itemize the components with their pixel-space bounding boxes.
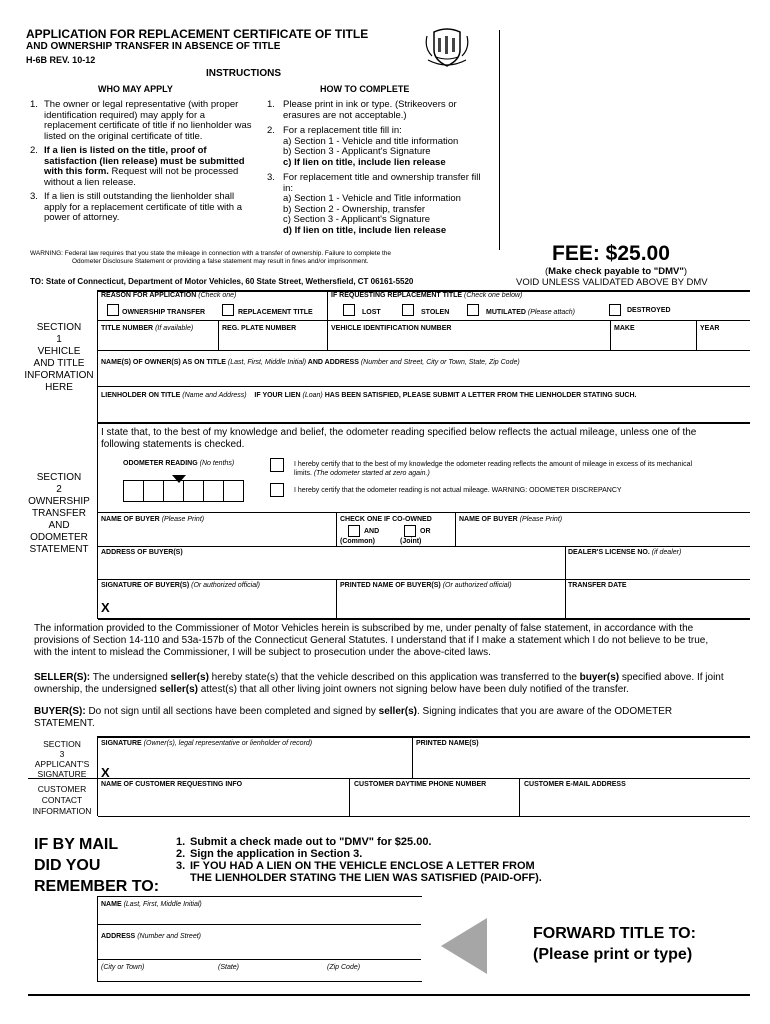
owner-names-label: NAME(S) OF OWNER(S) AS ON TITLE (Last, First, Middle Initial) AND ADDRESS (Number and Street, City or Town, State, Zip Code) <box>101 359 520 366</box>
how-list <box>267 100 489 236</box>
or-joint-checkbox[interactable] <box>404 525 416 537</box>
stolen-label: STOLEN <box>421 309 450 316</box>
customer-name-label: NAME OF CUSTOMER REQUESTING INFO <box>101 781 243 788</box>
forward-zip-label: (Zip Code) <box>327 964 361 971</box>
forward-name-label: NAME (Last, First, Middle Initial) <box>101 901 202 908</box>
arrow-left-icon <box>441 918 487 979</box>
who-list <box>30 100 258 224</box>
printed-names-label: PRINTED NAME(S) <box>416 740 479 747</box>
not-actual-mileage-checkbox[interactable] <box>270 483 284 497</box>
mail-to-address: TO: State of Connecticut, Department of Motor Vehicles, 60 State Street, Wethersfield, CT 06161-5520 <box>30 277 414 286</box>
lienholder-label: LIENHOLDER ON TITLE (Name and Address) IF YOUR LIEN (Loan) HAS BEEN SATISFIED, PLEASE SUBMIT A LETTER FROM THE LIENHOLDER STATING SUCH. <box>101 392 637 399</box>
section1-label: SECTION 1 VEHICLE AND TITLE INFORMATION HERE <box>24 322 94 393</box>
who-item: 2. If a lien is listed on the title, proof of satisfaction (lien release) must be submitted with this form. Request will not be processed without a lien release. <box>30 145 245 188</box>
ownership-transfer-label: OWNERSHIP TRANSFER <box>122 309 206 316</box>
co-owned-label: CHECK ONE IF CO-OWNED <box>340 516 432 523</box>
how-item: 1. Please print in ink or type. (Strikeovers or erasures are not acceptable.) <box>267 99 457 121</box>
lost-checkbox[interactable] <box>343 304 355 316</box>
mechanical-limits-checkbox[interactable] <box>270 458 284 472</box>
buyer-name2-label: NAME OF BUYER (Please Print) <box>459 516 563 523</box>
sellers-statement: SELLER(S): The undersigned seller(s) hereby state(s) that the vehicle described on this application was transferred to the buyer(s) specified above. If joint ownership, the undersigned seller(s) attest(s) that all other living joint owners not signing below have been duly notified of the transfer. <box>34 672 724 695</box>
customer-email-label: CUSTOMER E-MAIL ADDRESS <box>524 781 626 788</box>
how-item: 2. For a replacement title fill in: a) Section 1 - Vehicle and title information b) Section 3 - Applicant's Signature c) If lien on title, include lien release <box>267 125 459 168</box>
or-label: OR <box>420 528 431 535</box>
year-label: YEAR <box>700 325 720 332</box>
buyer-address-label: ADDRESS OF BUYER(S) <box>101 549 183 556</box>
joint-label: (Joint) <box>400 538 422 545</box>
section1-divider <box>327 290 328 320</box>
title-number-label: TITLE NUMBER (If available) <box>101 325 194 332</box>
buyer-signature-x: X <box>101 600 110 615</box>
ownership-transfer-checkbox[interactable] <box>107 304 119 316</box>
who-may-apply-heading: WHO MAY APPLY <box>98 84 173 94</box>
fee-payable: (Make check payable to "DMV") <box>545 266 688 277</box>
stolen-checkbox[interactable] <box>402 304 414 316</box>
forward-address-label: ADDRESS (Number and Street) <box>101 933 201 940</box>
make-label: MAKE <box>614 325 635 332</box>
section2-label: SECTION 2 OWNERSHIP TRANSFER AND ODOMETER STATEMENT <box>28 472 90 555</box>
odometer-reading-input[interactable] <box>123 480 244 502</box>
forward-city-label: (City or Town) <box>101 964 145 971</box>
buyer-name-label: NAME OF BUYER (Please Print) <box>101 516 205 523</box>
reason-for-application-label: REASON FOR APPLICATION (Check one) <box>101 292 237 299</box>
replacement-title-label: REPLACEMENT TITLE <box>238 309 313 316</box>
mail-checklist <box>176 836 542 884</box>
destroyed-checkbox[interactable] <box>609 304 621 316</box>
not-actual-mileage-text: I hereby certify that the odometer reading is not actual mileage. WARNING: ODOMETER DISCREPANCY <box>294 487 622 494</box>
mechanical-limits-text: I hereby certify that to the best of my knowledge the odometer reading reflects the amount of mileage in excess of its mechanical limits. (The odometer started at zero again.) <box>294 461 693 477</box>
forward-title-heading: FORWARD TITLE TO: <box>533 925 696 942</box>
transfer-date-label: TRANSFER DATE <box>568 582 627 589</box>
vin-label: VEHICLE IDENTIFICATION NUMBER <box>331 325 452 332</box>
form-subtitle: AND OWNERSHIP TRANSFER IN ABSENCE OF TITLE <box>26 41 281 52</box>
mutilated-checkbox[interactable] <box>467 304 479 316</box>
buyer-signature-label: SIGNATURE OF BUYER(S) (Or authorized official) <box>101 582 260 589</box>
applicant-signature-label: SIGNATURE (Owner(s), legal representative or lienholder of record) <box>101 740 313 747</box>
fee-void-note: VOID UNLESS VALIDATED ABOVE BY DMV <box>516 277 708 288</box>
mail-checklist-item: THE LIENHOLDER STATING THE LIEN WAS SATISFIED (PAID-OFF). <box>190 872 542 884</box>
penalty-statement: The information provided to the Commissioner of Motor Vehicles herein is subscribed by me, under penalty of false statement, in accordance with the provisions of Section 14-110 and 53a-157b of the Connecticut General Statutes. I understand that if I make a statement which I do not believe to be true, with the intent to mislead the Commissioner, I will be subject to prosecution under the above-cited laws. <box>34 623 709 658</box>
and-common-checkbox[interactable] <box>348 525 360 537</box>
form-bottom-border <box>28 994 750 996</box>
warning-text: WARNING: Federal law requires that you state the mileage in connection with a transfer of ownership. Failure to complete the Odometer Disclosure Statement or providing a false statement may result in fines and/or imprisonment. <box>30 250 392 265</box>
printed-name-label: PRINTED NAME OF BUYER(S) (Or authorized official) <box>340 582 512 589</box>
forward-title-subheading: (Please print or type) <box>533 946 693 963</box>
dealer-license-label: DEALER'S LICENSE NO. (if dealer) <box>568 549 682 556</box>
fee-amount: FEE: $25.00 <box>552 242 670 265</box>
header-divider <box>499 30 500 250</box>
section2-left-border <box>97 424 98 619</box>
buyers-statement: BUYER(S): Do not sign until all sections have been completed and signed by seller(s). Signing indicates that you are aware of the ODOMETER STATEMENT. <box>34 706 673 729</box>
reg-plate-label: REG. PLATE NUMBER <box>222 325 297 332</box>
if-by-mail-heading: IF BY MAIL DID YOU REMEMBER TO: <box>34 836 160 895</box>
common-label: (Common) <box>340 538 375 545</box>
odometer-statement: I state that, to the best of my knowledge and belief, the odometer reading specified below reflects the actual mileage, unless one of the following statements is checked. <box>101 427 697 450</box>
mail-checklist-item: 2. Sign the application in Section 3. <box>176 848 363 860</box>
applicant-signature-x: X <box>101 765 110 780</box>
how-to-complete-heading: HOW TO COMPLETE <box>320 84 410 94</box>
instructions-heading: INSTRUCTIONS <box>206 68 281 79</box>
form-title: APPLICATION FOR REPLACEMENT CERTIFICATE OF TITLE <box>26 27 369 41</box>
state-seal-icon <box>424 26 470 73</box>
customer-phone-label: CUSTOMER DAYTIME PHONE NUMBER <box>354 781 487 788</box>
and-label: AND <box>364 528 380 535</box>
customer-contact-label: CUSTOMER CONTACT INFORMATION <box>32 784 92 816</box>
if-requesting-label: IF REQUESTING REPLACEMENT TITLE (Check one below) <box>331 292 523 299</box>
section3-label: SECTION 3 APPLICANT'S SIGNATURE <box>34 739 90 779</box>
mutilated-label: MUTILATED (Please attach) <box>486 309 575 316</box>
who-item: 1. The owner or legal representative (with proper identification required) may apply for a replacement certificate of title if no lienholder was listed on the original certificate of title. <box>30 99 252 142</box>
odometer-reading-label: ODOMETER READING (No tenths) <box>123 460 235 467</box>
mail-checklist-item: 3. IF YOU HAD A LIEN ON THE VEHICLE ENCLOSE A LETTER FROM <box>176 860 535 872</box>
mail-checklist-item: 1. Submit a check made out to "DMV" for $25.00. <box>176 836 432 848</box>
lost-label: LOST <box>362 309 381 316</box>
how-item: 3. For replacement title and ownership transfer fill in: a) Section 1 - Vehicle and Title information b) Section 2 - Ownership, transfer c) Section 3 - Applicant's Signature d) If lien on title, include lien release <box>267 172 481 236</box>
section1-left-border <box>97 290 98 424</box>
forward-state-label: (State) <box>218 964 240 971</box>
form-number: H-6B REV. 10-12 <box>26 55 96 65</box>
destroyed-label: DESTROYED <box>627 307 671 314</box>
replacement-title-checkbox[interactable] <box>222 304 234 316</box>
who-item: 3. If a lien is still outstanding the lienholder shall apply for a replacement certificate of title with a power of attorney. <box>30 191 243 223</box>
